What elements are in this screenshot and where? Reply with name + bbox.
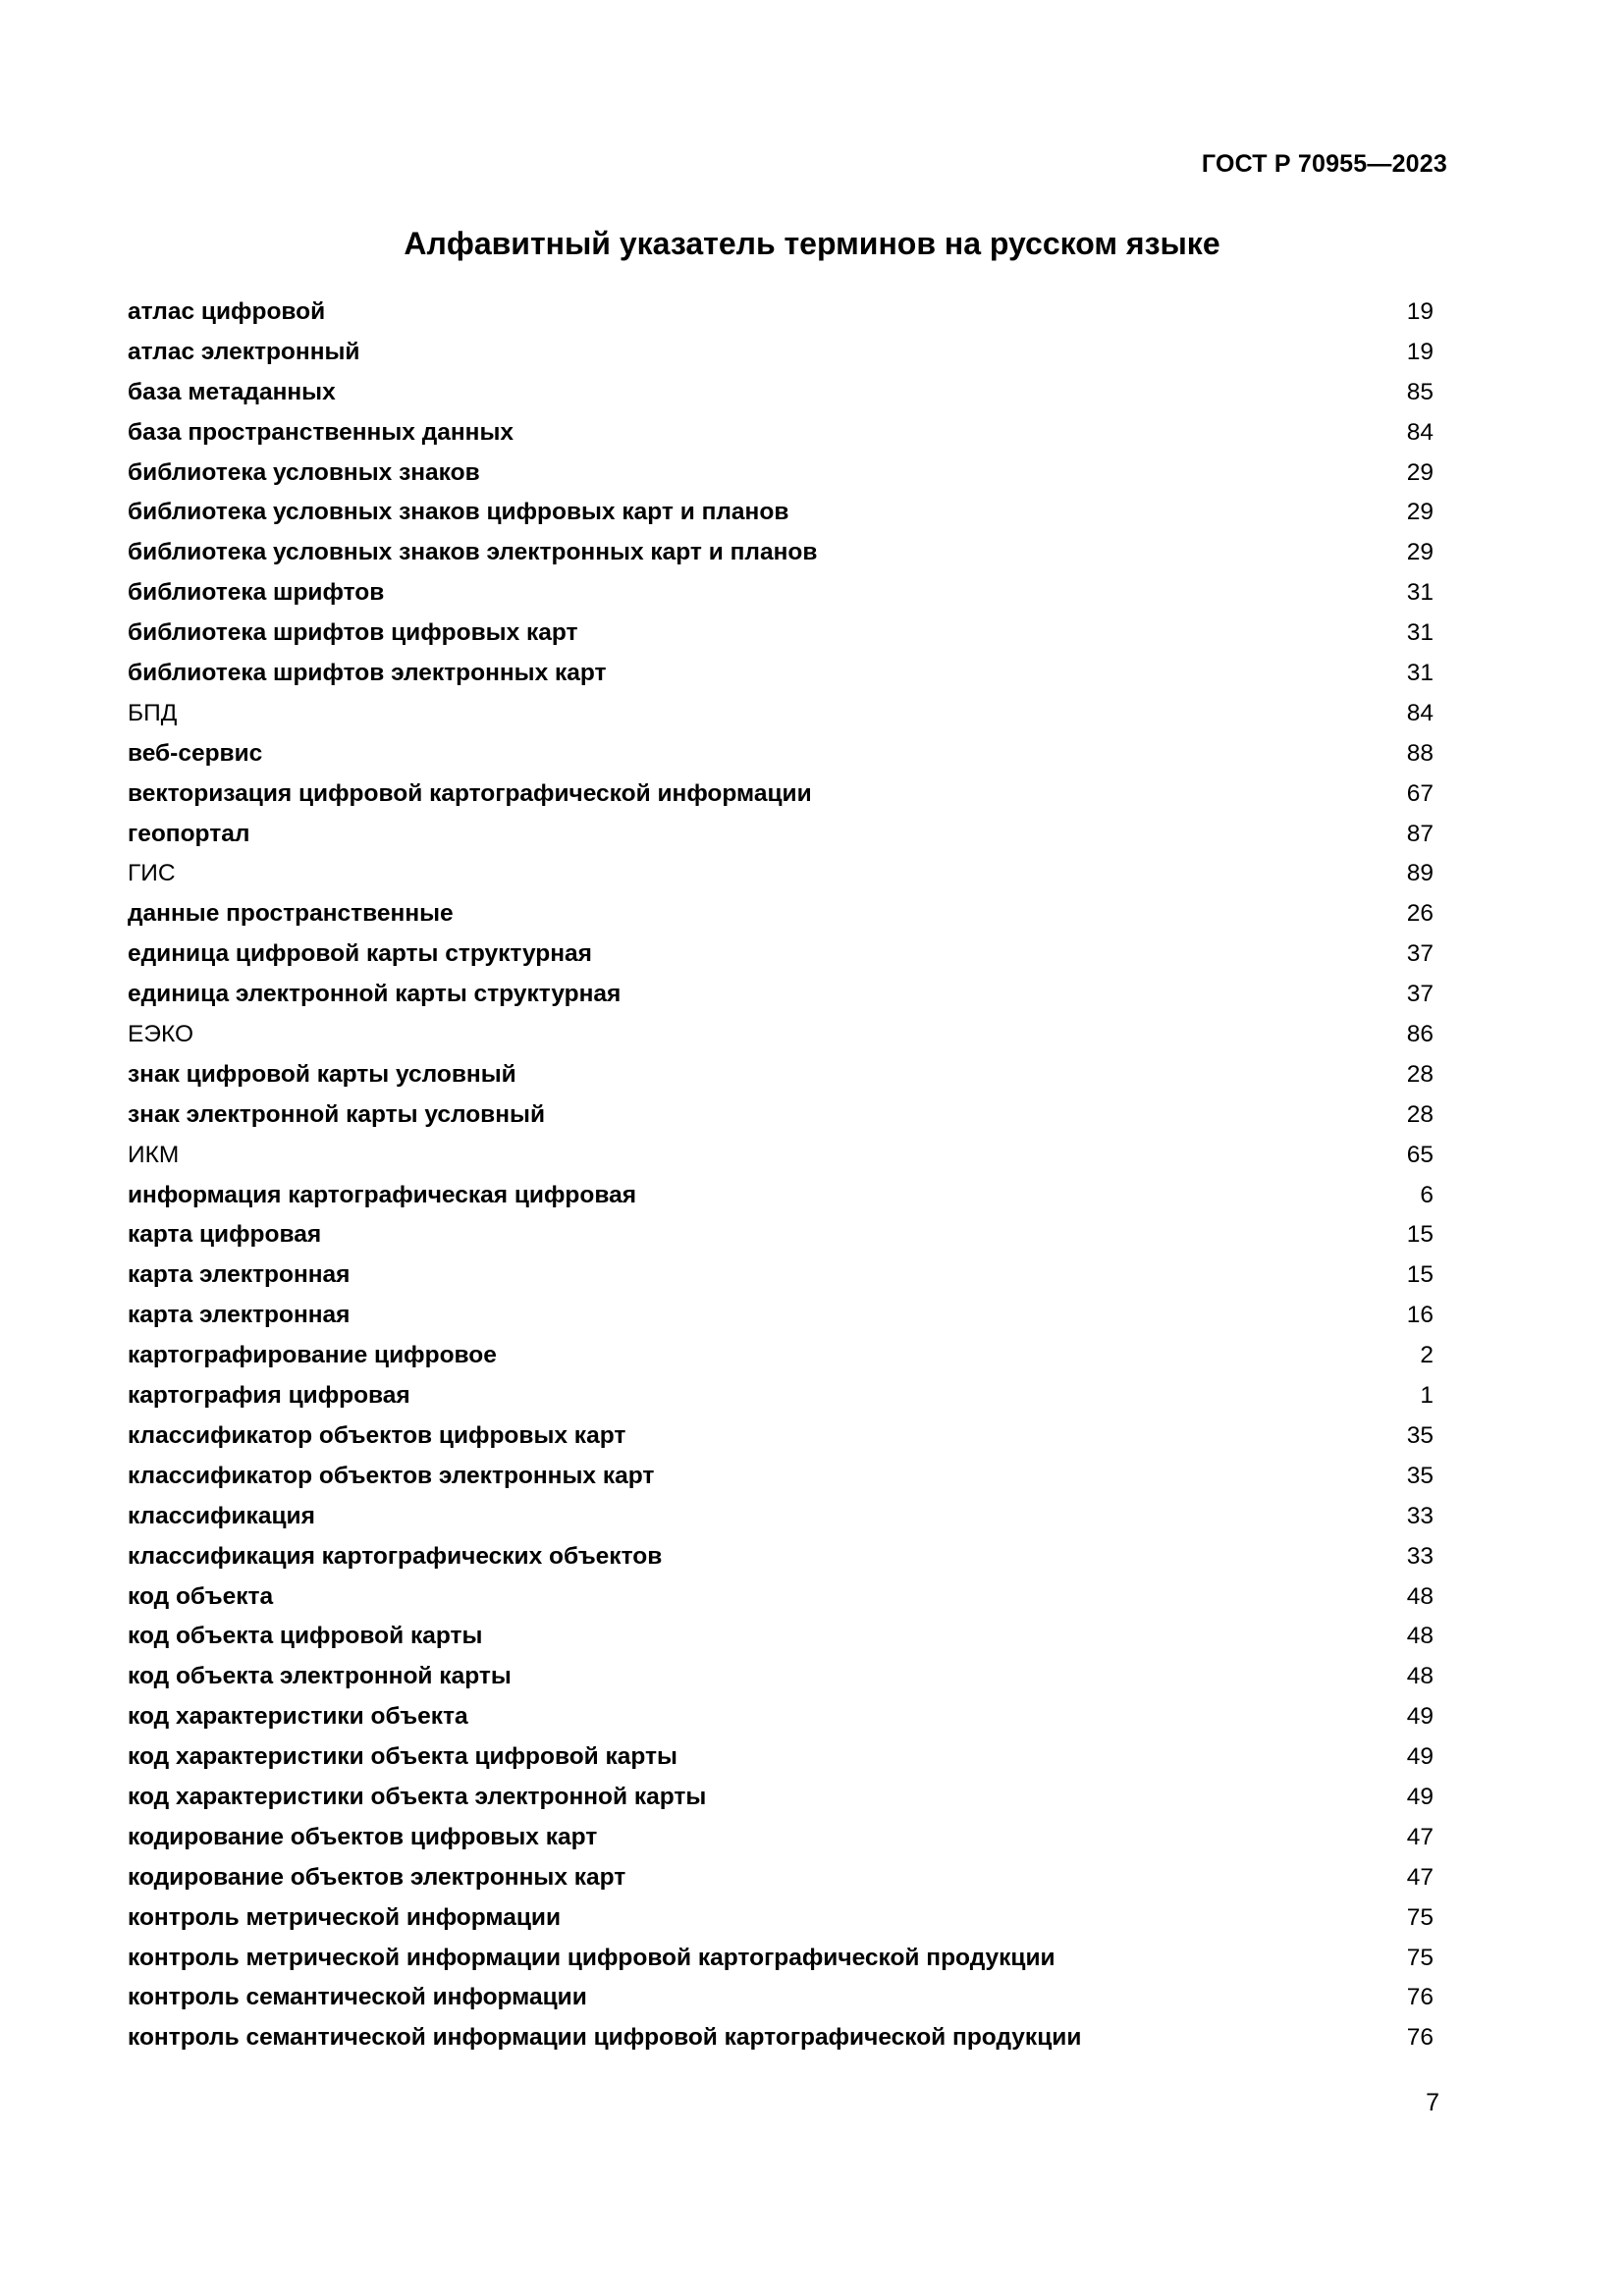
term-number: 26 [1406,900,1434,928]
index-entry [128,975,1434,1015]
index-entry [128,1136,1434,1176]
index-term: код объекта цифровой карты [128,1623,483,1650]
index-term: контроль метрической информации цифровой картографической продукции [128,1944,1056,1971]
index-term: классификация [128,1502,315,1529]
index-term: классификатор объектов электронных карт [128,1462,655,1489]
index-entry [128,1497,1434,1537]
index-term: контроль семантической информации цифровой картографической продукции [128,2024,1082,2052]
index-entry [128,1858,1434,1898]
index-entry [128,815,1434,855]
index-term: база метаданных [128,378,336,405]
index-term: единица электронной карты структурная [128,981,622,1008]
index-term: атлас цифровой [128,298,326,325]
index-term: код характеристики объекта цифровой карты [128,1743,677,1771]
index-entry [128,854,1434,894]
term-number: 76 [1406,2024,1434,2052]
index-term: база пространственных данных [128,418,514,446]
index-entry [128,413,1434,454]
index-term: код характеристики объекта электронной карты [128,1783,707,1810]
term-number: 15 [1406,1221,1434,1249]
index-entry [128,1657,1434,1697]
index-term: знак цифровой карты условный [128,1060,516,1088]
term-number: 37 [1406,940,1434,968]
term-number: 48 [1406,1623,1434,1650]
index-entry [128,734,1434,774]
index-entry [128,573,1434,614]
index-entry [128,694,1434,734]
index-entry [128,1737,1434,1778]
index-entry [128,1376,1434,1416]
term-number: 31 [1406,579,1434,607]
term-number: 47 [1406,1823,1434,1850]
index-entry [128,454,1434,494]
index-term: единица цифровой карты структурная [128,940,592,968]
term-number: 48 [1406,1663,1434,1690]
index-entry [128,1577,1434,1618]
term-number: 35 [1406,1462,1434,1489]
index-term: контроль метрической информации [128,1903,562,1931]
index-term: код объекта [128,1582,274,1610]
term-number: 28 [1406,1100,1434,1128]
index-entry [128,333,1434,373]
index-term: библиотека условных знаков электронных карт и планов [128,539,818,566]
index-term: контроль семантической информации [128,1984,587,2011]
index-entry [128,1055,1434,1095]
index-term: атлас электронный [128,338,360,365]
index-entry [128,774,1434,815]
term-number: 88 [1406,739,1434,767]
term-number: 19 [1406,338,1434,365]
index-term: информация картографическая цифровая [128,1181,636,1208]
page-title: Алфавитный указатель терминов на русском языке [404,226,1220,261]
term-number: 2 [1420,1342,1434,1369]
index-entry [128,2018,1434,2058]
term-number: 6 [1420,1181,1434,1208]
term-number: 75 [1406,1903,1434,1931]
index-entry [128,1697,1434,1737]
index-term: кодирование объектов электронных карт [128,1863,626,1891]
index-entry [128,1416,1434,1457]
index-term: код характеристики объекта [128,1703,468,1731]
term-number: 33 [1406,1502,1434,1529]
term-number: 31 [1406,660,1434,687]
index-entry [128,373,1434,413]
index-term: ИКМ [128,1141,180,1168]
index-term: библиотека условных знаков [128,458,480,486]
index-term: карта электронная [128,1261,351,1289]
index-term: библиотека шрифтов [128,579,385,607]
term-number: 35 [1406,1421,1434,1449]
index-term: библиотека условных знаков цифровых карт и планов [128,499,789,526]
term-number: 89 [1406,860,1434,887]
index-entry [128,1336,1434,1376]
term-number: 31 [1406,619,1434,647]
term-number: 48 [1406,1582,1434,1610]
index-term: картография цифровая [128,1382,410,1410]
term-number: 1 [1420,1382,1434,1410]
term-number: 29 [1406,458,1434,486]
term-number: 86 [1406,1021,1434,1048]
index-entry [128,654,1434,694]
index-entry [128,293,1434,333]
index-term: знак электронной карты условный [128,1100,546,1128]
term-number: 15 [1406,1261,1434,1289]
index-term: картографирование цифровое [128,1342,497,1369]
index-entry [128,614,1434,654]
term-number: 65 [1406,1141,1434,1168]
index-entry [128,1215,1434,1255]
index-entry [128,1095,1434,1136]
term-number: 37 [1406,981,1434,1008]
term-number: 84 [1406,699,1434,726]
index-term: ЕЭКО [128,1021,194,1048]
term-index-list [128,293,1434,2058]
term-number: 47 [1406,1863,1434,1891]
term-number: 49 [1406,1703,1434,1731]
term-number: 87 [1406,820,1434,847]
term-number: 28 [1406,1060,1434,1088]
index-term: классификатор объектов цифровых карт [128,1421,626,1449]
index-entry [128,934,1434,975]
term-number: 84 [1406,418,1434,446]
index-entry [128,1296,1434,1336]
index-term: веб-сервис [128,739,263,767]
index-term: ГИС [128,860,176,887]
index-term: библиотека шрифтов электронных карт [128,660,607,687]
term-number: 16 [1406,1302,1434,1329]
index-term: код объекта электронной карты [128,1663,512,1690]
term-number: 29 [1406,499,1434,526]
index-entry [128,1255,1434,1296]
index-entry [128,1978,1434,2018]
index-entry [128,894,1434,934]
term-number: 75 [1406,1944,1434,1971]
index-term: векторизация цифровой картографической информации [128,779,812,807]
index-entry [128,1898,1434,1939]
index-term: карта цифровая [128,1221,322,1249]
index-entry [128,1176,1434,1216]
index-entry [128,1818,1434,1858]
index-entry [128,1778,1434,1818]
index-term: карта электронная [128,1302,351,1329]
index-term: геопортал [128,820,250,847]
index-entry [128,1939,1434,1979]
page-number: 7 [1426,2089,1439,2116]
index-term: библиотека шрифтов цифровых карт [128,619,578,647]
index-term: БПД [128,699,178,726]
document-code: ГОСТ Р 70955—2023 [1201,150,1447,178]
index-entry [128,1015,1434,1055]
index-term: классификация картографических объектов [128,1542,663,1570]
term-number: 85 [1406,378,1434,405]
term-number: 76 [1406,1984,1434,2011]
index-entry [128,1617,1434,1657]
index-entry [128,493,1434,533]
index-entry [128,1457,1434,1497]
term-number: 49 [1406,1743,1434,1771]
term-number: 33 [1406,1542,1434,1570]
index-entry [128,1537,1434,1577]
index-term: кодирование объектов цифровых карт [128,1823,598,1850]
term-number: 49 [1406,1783,1434,1810]
index-entry [128,533,1434,573]
term-number: 29 [1406,539,1434,566]
index-term: данные пространственные [128,900,454,928]
term-number: 19 [1406,298,1434,325]
term-number: 67 [1406,779,1434,807]
